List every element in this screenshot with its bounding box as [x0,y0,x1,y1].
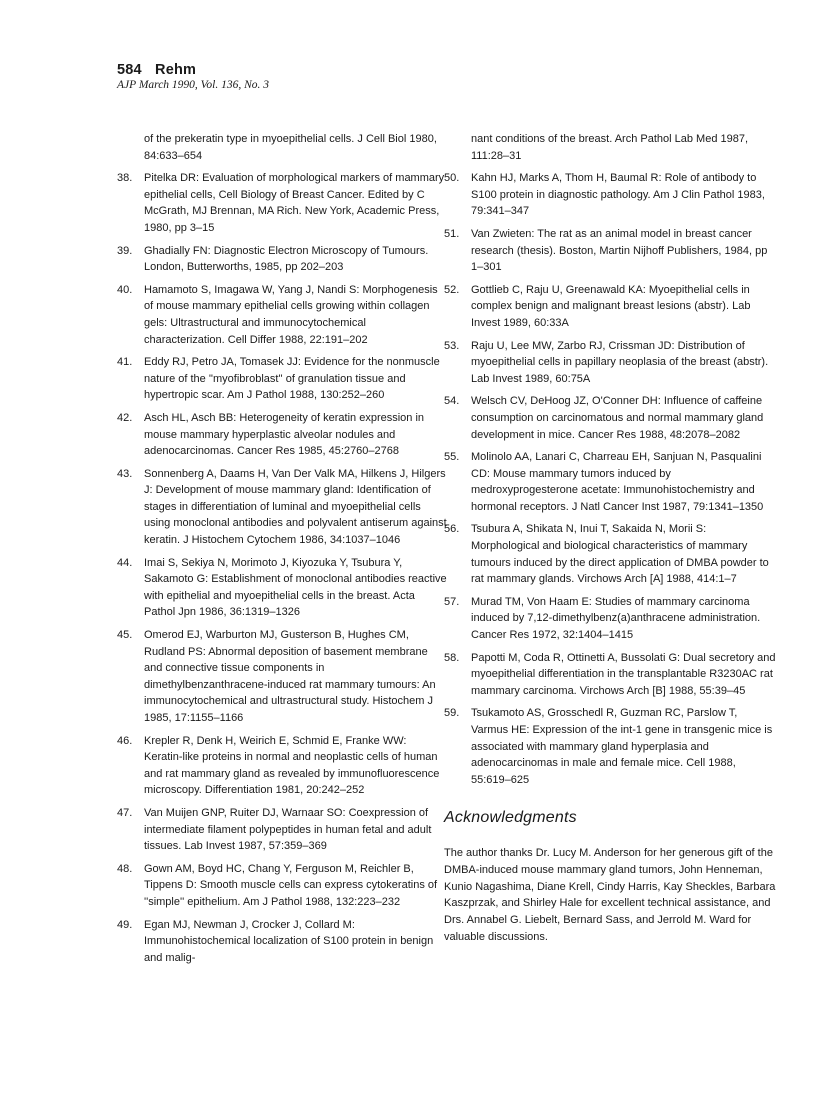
reference-number: 40. [117,283,133,296]
reference-item [117,627,447,727]
reference-item [117,805,447,855]
running-header [117,62,269,91]
reference-text: Sonnenberg A, Daams H, Van Der Valk MA, Hilkens J, Hilgers J: Development of mouse mammary gland: Identification of stages in differentiation of luminal and myoepithelial cells using monoclonal antibodies and polyvalent antiserum against keratin. J Histochem Cytochem 1986, 34:1037–1046 [144,467,447,547]
reference-text: nant conditions of the breast. Arch Pathol Lab Med 1987, 111:28–31 [471,133,749,162]
reference-item [117,354,447,404]
reference-number: 50. [444,172,460,185]
reference-number: 45. [117,629,133,642]
reference-number: 52. [444,283,460,296]
reference-text: Pitelka DR: Evaluation of morphological markers of mammary epithelial cells, Cell Biology of Breast Cancer. Edited by C McGrath, MJ Brennan, MA Rich. New York, Academic Press, 1980, pp 3–15 [144,172,445,234]
reference-number: 51. [444,227,460,240]
reference-item [444,449,777,515]
reference-text: Tsubura A, Shikata N, Inui T, Sakaida N, Morii S: Morphological and biological characteristics of mammary tumours induced by the direct application of DMBA powder to rat mammary glands. Virchows Arch [A] 1988, 414:1–7 [471,523,769,586]
reference-text: Eddy RJ, Petro JA, Tomasek JJ: Evidence for the nonmuscle nature of the ''myofibroblast'' of granulation tissue and hypertropic scar. Am J Pathol 1988, 130:252–260 [144,356,440,402]
reference-item [444,131,777,164]
reference-text: Tsukamoto AS, Grosschedl R, Guzman RC, Parslow T, Varmus HE: Expression of the int-1 gene in transgenic mice is associated with mammary gland hyperplasia and adenocarcinomas in male and female mice. Cell 1988, 55:619–625 [471,707,773,786]
page-header-line [117,62,269,78]
reference-text: Asch HL, Asch BB: Heterogeneity of keratin expression in mouse mammary hyperplastic alveolar nodules and adenocarcinomas. Cancer Res 1985, 45:2760–2768 [144,411,425,458]
author-name: Rehm [155,62,197,78]
reference-number: 55. [444,451,460,464]
reference-text: Omerod EJ, Warburton MJ, Gusterson B, Hughes CM, Rudland PS: Abnormal deposition of basement membrane and connective tissue components in dimethylbenzanthracene-induced rat mammary tumours: An immunocytochemical and ultrastructural study. Histochem J 1985, 17:1155–1166 [144,629,436,724]
reference-text: Gown AM, Boyd HC, Chang Y, Ferguson M, Reichler B, Tippens D: Smooth muscle cells can express cytokeratins of ''simple'' epithelium. Am J Pathol 1988, 132:223–232 [144,862,438,908]
reference-text: Van Zwieten: The rat as an animal model in breast cancer research (thesis). Boston, Martin Nijhoff Publishers, 1984, pp 1–301 [471,227,768,274]
reference-number: 44. [117,556,133,569]
reference-text: Egan MJ, Newman J, Crocker J, Collard M: Immunohistochemical localization of S100 protein in benign and malig- [144,918,434,964]
reference-number: 42. [117,411,133,424]
reference-text: Hamamoto S, Imagawa W, Yang J, Nandi S: Morphogenesis of mouse mammary epithelial cells growing within collagen gels: Ultrastructural and immunocytochemical characterization. Cell Differ 1988, 22:191–202 [144,283,438,346]
reference-item [117,733,447,799]
reference-text: Murad TM, Von Haam E: Studies of mammary carcinoma induced by 7,12-dimethylbenz(a)anthracene administration. Cancer Res 1972, 32:1404–1415 [471,595,761,642]
reference-number: 57. [444,595,460,608]
reference-item [444,282,777,332]
acknowledgments-heading: Acknowledgments [444,809,577,827]
reference-text: Raju U, Lee MW, Zarbo RJ, Crissman JD: Distribution of myoepithelial cells in papillary neoplasia of the breast (abstr). Lab Invest 1989, 60:75A [471,339,769,385]
acknowledgments-text: The author thanks Dr. Lucy M. Anderson for her generous gift of the DMBA-induced mouse mammary gland tumors, John Henneman, Kunio Nagashima, Diane Krell, Cindy Harris, Kay Sheckles, Barbara Kaszprzak, and Shirley Hale for excellent technical assistance, and Drs. Annabel G. Liebelt, Bernard Sass, and Jerrold M. Ward for valuable discussions. [444,846,776,943]
reference-item [444,705,777,788]
reference-item [117,170,447,236]
page-number: 584 [117,62,142,78]
reference-number: 58. [444,651,460,664]
reference-item [117,282,447,348]
reference-text: Welsch CV, DeHoog JZ, O'Conner DH: Influence of caffeine consumption on carcinomatous and normal mammary gland development in mice. Cancer Res 1988, 48:2078–2082 [471,395,764,441]
reference-item [444,521,777,587]
reference-item [117,555,447,621]
reference-column-left [117,131,447,972]
reference-column-right [444,131,777,946]
reference-text: Molinolo AA, Lanari C, Charreau EH, Sanjuan N, Pasqualini CD: Mouse mammary tumors induced by medroxyprogesterone acetate: Immunohistochemistry and hormonal receptors. J Natl Cancer Inst 1987, 79:1341–1350 [471,451,764,513]
reference-number: 53. [444,339,460,352]
reference-number: 39. [117,244,133,257]
reference-item [444,393,777,443]
reference-item [444,226,777,276]
reference-number: 49. [117,918,133,931]
reference-list-right [444,131,777,788]
reference-text: Ghadially FN: Diagnostic Electron Microscopy of Tumours. London, Butterworths, 1985, pp 202–203 [144,244,429,274]
reference-number: 56. [444,523,460,536]
reference-item [444,170,777,220]
reference-number: 59. [444,707,460,720]
reference-number: 48. [117,862,133,875]
reference-text: Imai S, Sekiya N, Morimoto J, Kiyozuka Y, Tsubura Y, Sakamoto G: Establishment of monoclonal antibodies reactive with epithelial and myoepithelial cells in the breast. Acta Pathol Jpn 1986, 36:1319–1326 [144,556,447,619]
reference-text: Kahn HJ, Marks A, Thom H, Baumal R: Role of antibody to S100 protein in diagnostic pathology. Am J Clin Pathol 1983, 79:341–347 [471,172,765,218]
reference-item [444,650,777,700]
reference-number: 38. [117,172,133,185]
reference-item [117,861,447,911]
reference-text: Van Muijen GNP, Ruiter DJ, Warnaar SO: Coexpression of intermediate filament polypeptides in human fetal and adult tissues. Lab Invest 1987, 57:359–369 [144,806,432,853]
reference-number: 47. [117,806,133,819]
reference-item [117,466,447,549]
reference-text: of the prekeratin type in myoepithelial cells. J Cell Biol 1980, 84:633–654 [144,133,437,162]
reference-number: 43. [117,467,133,480]
reference-text: Papotti M, Coda R, Ottinetti A, Bussolati G: Dual secretory and myoepithelial differentiation in the transplantable R3230AC rat mammary carcinoma. Virchows Arch [B] 1988, 55:39–45 [471,651,776,697]
reference-item [117,243,447,276]
reference-item [444,338,777,388]
reference-text: Gottlieb C, Raju U, Greenawald KA: Myoepithelial cells in complex benign and malignant breast lesions (abstr). Lab Invest 1989, 60:33A [471,283,751,329]
reference-number: 46. [117,734,133,747]
reference-item [117,410,447,460]
reference-item [117,917,447,967]
journal-citation: AJP March 1990, Vol. 136, No. 3 [117,79,270,91]
reference-item [117,131,447,164]
reference-text: Krepler R, Denk H, Weirich E, Schmid E, Franke WW: Keratin-like proteins in normal and neoplastic cells of human and rat mammary gland as revealed by immunofluorescence microscopy. Differentiation 1981, 20:242–252 [144,734,440,797]
reference-item [444,594,777,644]
reference-number: 54. [444,395,460,408]
reference-number: 41. [117,356,133,369]
